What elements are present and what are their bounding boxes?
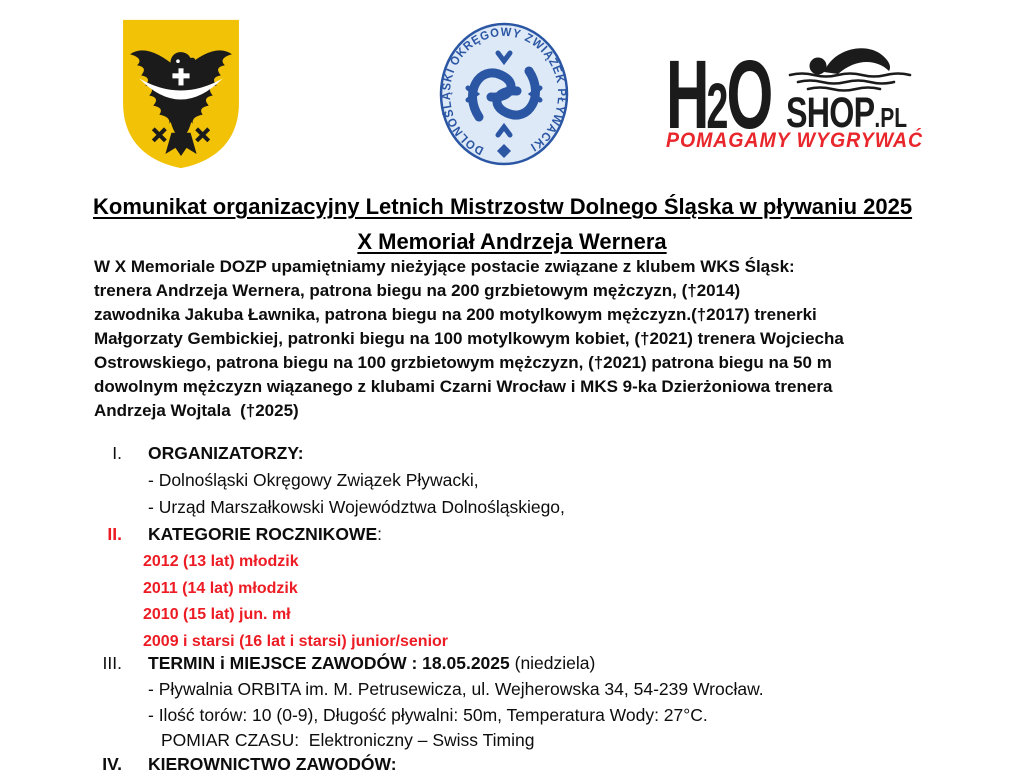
h2o-letter-h: H	[666, 40, 707, 149]
eagle-eye	[176, 59, 180, 63]
list-item	[0, 631, 1024, 653]
list-item-text: - Pływalnia ORBITA im. M. Petrusewicza, ul. Wejherowska 34, 54-239 Wrocław.	[148, 679, 764, 699]
section-row-kategorie	[0, 523, 1024, 545]
section-number: III.	[102, 653, 122, 673]
section-number: IV.	[102, 754, 122, 774]
doc-subtitle-text: X Memoriał Andrzeja Wernera	[357, 229, 667, 254]
section-title: KIEROWNICTWO ZAWODÓW:	[148, 754, 397, 774]
list-item	[0, 678, 1024, 700]
list-item	[0, 469, 1024, 491]
h2o-shop-label: SHOP	[786, 89, 875, 137]
intro-line: Małgorzaty Gembickiej, patronki biegu na 100 motylkowym kobiet, (†2021) trenera Wojciecha	[94, 329, 844, 348]
list-item	[0, 496, 1024, 518]
list-item-text: 2009 i starsi (16 lat i starsi) junior/senior	[143, 633, 449, 650]
intro-line: zawodnika Jakuba Ławnika, patrona biegu na 200 motylkowym mężczyzn.(†2017) trenerki	[94, 305, 817, 324]
intro-line: Andrzeja Wojtala (†2025)	[94, 401, 299, 420]
list-item	[0, 551, 1024, 573]
intro-line: dowolnym mężczyzn wiązanego z klubami Czarni Wrocław i MKS 9-ka Dzierżoniowa trenera	[94, 377, 833, 396]
h2o-tagline: POMAGAMY WYGRYWAĆ	[666, 129, 924, 152]
list-item	[0, 578, 1024, 600]
list-item-text: 2012 (13 lat) młodzik	[143, 553, 299, 570]
section-title: TERMIN i MIEJSCE ZAWODÓW : 18.05.2025	[148, 653, 510, 673]
h2o-pl-label: .PL	[874, 102, 908, 133]
intro-paragraph	[94, 255, 844, 423]
h2o-letter-o: O	[726, 40, 771, 149]
section-number: I.	[112, 443, 122, 463]
swimmer-icon	[788, 42, 912, 92]
list-item-text: - Urząd Marszałkowski Województwa Dolnośląskiego,	[148, 497, 565, 517]
list-item-text: 2011 (14 lat) młodzik	[143, 580, 298, 597]
list-item	[0, 729, 1024, 751]
h2o-letter-2: 2	[706, 70, 727, 142]
intro-line: trenera Andrzeja Wernera, patrona biegu na 200 grzbietowym mężczyzn, (†2014)	[94, 281, 741, 300]
section-title: ORGANIZATORZY:	[148, 443, 304, 463]
section-row-kierownictwo	[0, 753, 1024, 775]
intro-line: Ostrowskiego, patrona biegu na 100 grzbietowym mężczyzn, (†2021) patrona biegu na 50 m	[94, 353, 832, 372]
section-number: II.	[107, 524, 122, 544]
list-item	[0, 704, 1024, 726]
list-item	[0, 604, 1024, 626]
section-title: KATEGORIE ROCZNIKOWE	[148, 524, 378, 544]
section-title-suffix: :	[377, 524, 382, 544]
list-item-text: - Ilość torów: 10 (0-9), Długość pływalni: 50m, Temperatura Wody: 27°C.	[148, 705, 708, 725]
section-title-suffix: (niedziela)	[509, 653, 596, 673]
list-item-text: - Dolnośląski Okręgowy Związek Pływacki,	[148, 470, 479, 490]
doc-title: Komunikat organizacyjny Letnich Mistrzostw Dolnego Śląska w pływaniu 2025	[93, 194, 913, 219]
coat-of-arms-logo	[117, 15, 245, 173]
dozp-badge-logo	[437, 20, 571, 170]
section-row-termin	[0, 652, 1024, 674]
section-row-organizatorzy	[0, 442, 1024, 464]
doc-subtitle	[0, 229, 1024, 255]
badge-ring-text: DOLNOŚLĄSKI OKRĘGOWY ZWIĄZEK PŁYWACKI	[438, 24, 570, 159]
list-item-text: POMIAR CZASU: Elektroniczny – Swiss Timing	[161, 730, 535, 750]
list-item-text: 2010 (15 lat) jun. mł	[143, 606, 291, 623]
intro-line: W X Memoriale DOZP upamiętniamy nieżyjące postacie związane z klubem WKS Śląsk:	[94, 257, 795, 276]
